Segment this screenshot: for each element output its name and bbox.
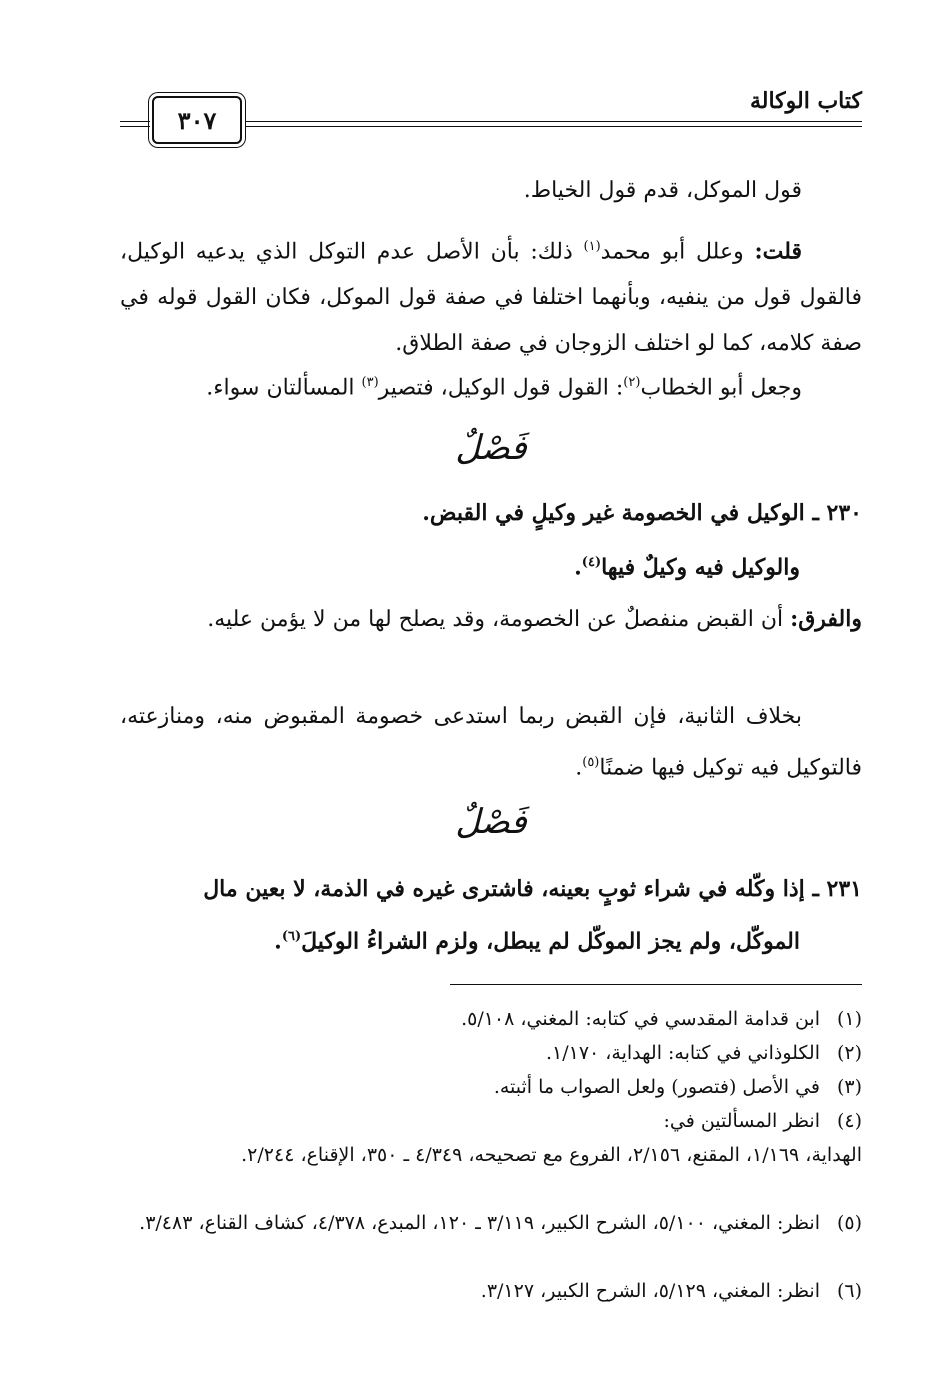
issue-230-line-1 [120,490,862,536]
paragraph-3-c: المسألتان سواء. [206,375,355,401]
footnote-ref-1: (١) [583,239,601,254]
difference-text: أن القبض منفصلٌ عن الخصومة، وقد يصلح لها من لا يؤمن عليه. [207,607,784,632]
paragraph-3-b: : القول قول الوكيل، فتصير [378,375,624,401]
paragraph-2-b: ذلك: بأن الأصل عدم التوكل الذي يدعيه الوكيل، فالقول قول من ينفيه، وبأنهما اختلفا في صفة قول الموكل، فكان القول قوله في صفة كلامه، كما لو اختلف الزوجان في صفة الطلاق. [120,239,862,357]
book-page [120,84,862,1364]
footnote-4-number: (٤) [836,1110,862,1132]
footnote-4 [120,1104,862,1138]
paragraph-5 [120,694,862,791]
footnote-1-number: (١) [836,1008,862,1030]
footnote-6-text: انظر: المغني، ٥/١٢٩، الشرح الكبير، ٣/١٢٧. [480,1280,820,1302]
paragraph-1 [120,168,862,214]
issue-230-text-1: ٢٣٠ ـ الوكيل في الخصومة غير وكيلٍ في القبض. [422,500,862,526]
footnote-4-sources-text: الهداية، ١/١٦٩، المقنع، ٢/١٥٦، الفروع مع تصحيحه، ٤/٣٤٩ ـ ٣٥٠، الإقناع، ٢/٢٤٤. [241,1144,862,1166]
footnote-3-number: (٣) [836,1076,862,1098]
footnote-separator [450,984,862,985]
footnote-ref-2: (٢) [623,375,641,390]
issue-230-line-2 [120,540,800,590]
footnote-ref-6: (٦) [281,929,302,944]
header-rule-short [120,121,150,127]
difference-paragraph [120,596,862,643]
footnote-2 [120,1036,862,1070]
footnote-6 [120,1274,862,1308]
issue-231-line-1 [120,866,862,912]
paragraph-2-a: وعلل أبو محمد [600,239,744,265]
footnote-2-number: (٢) [836,1042,862,1064]
page-header [120,84,862,136]
footnote-3-text: في الأصل (فتصور) ولعل الصواب ما أثبته. [493,1076,820,1098]
footnote-5-text: انظر: المغني، ٥/١٠٠، الشرح الكبير، ٣/١١٩ ـ ١٢٠، المبدع، ٤/٣٧٨، كشاف القناع، ٣/٤٨٣. [139,1212,820,1234]
issue-231-text-2: الموكّل، ولم يجز الموكّل لم يبطل، ولزم الشراءُ الوكيلَ [301,928,800,955]
footnote-ref-4: (٤) [581,555,602,570]
footnote-5-number: (٥) [836,1212,862,1234]
paragraph-5-end: . [575,755,583,781]
footnote-5 [120,1206,862,1240]
footnote-4-sources [120,1138,862,1172]
footnote-1-text: ابن قدامة المقدسي في كتابه: المغني، ٥/١٠٨. [461,1008,820,1030]
difference-label: والفرق: [790,606,862,632]
footnote-1 [120,1002,862,1036]
issue-230-end: . [574,554,582,581]
page-number: ٣٠٧ [177,105,217,135]
footnote-6-number: (٦) [836,1280,862,1302]
issue-231-end: . [274,928,282,955]
qult-label: قلت: [754,238,802,265]
paragraph-5-text: بخلاف الثانية، فإن القبض ربما استدعى خصومة المقبوض منه، ومنازعته، فالتوكيل فيه توكيل فيها ضمنًا [120,704,862,781]
paragraph-3 [120,360,862,411]
section-heading-2: فَصْلٌ [455,802,527,842]
footnote-2-text: الكلوذاني في كتابه: الهداية، ١/١٧٠. [545,1042,820,1064]
page-number-frame [152,96,242,144]
section-heading-1: فَصْلٌ [455,428,527,468]
footnote-4-text: انظر المسألتين في: [663,1110,820,1132]
footnote-3 [120,1070,862,1104]
footnote-ref-3: (٣) [361,375,379,390]
issue-231-text-1: ٢٣١ ـ إذا وكّله في شراء ثوبٍ بعينه، فاشترى غيره في الذمة، لا بعين مال [203,876,862,902]
paragraph-1-text: قول الموكل، قدم قول الخياط. [523,178,802,203]
paragraph-3-a: وجعل أبو الخطاب [640,375,802,401]
issue-231-line-2 [120,914,800,964]
paragraph-2 [120,224,862,367]
footnote-ref-5: (٥) [582,755,600,770]
header-rule [242,121,862,127]
issue-230-text-2: والوكيل فيه وكيلٌ فيها [601,554,800,581]
running-title: كتاب الوكالة [749,88,862,114]
